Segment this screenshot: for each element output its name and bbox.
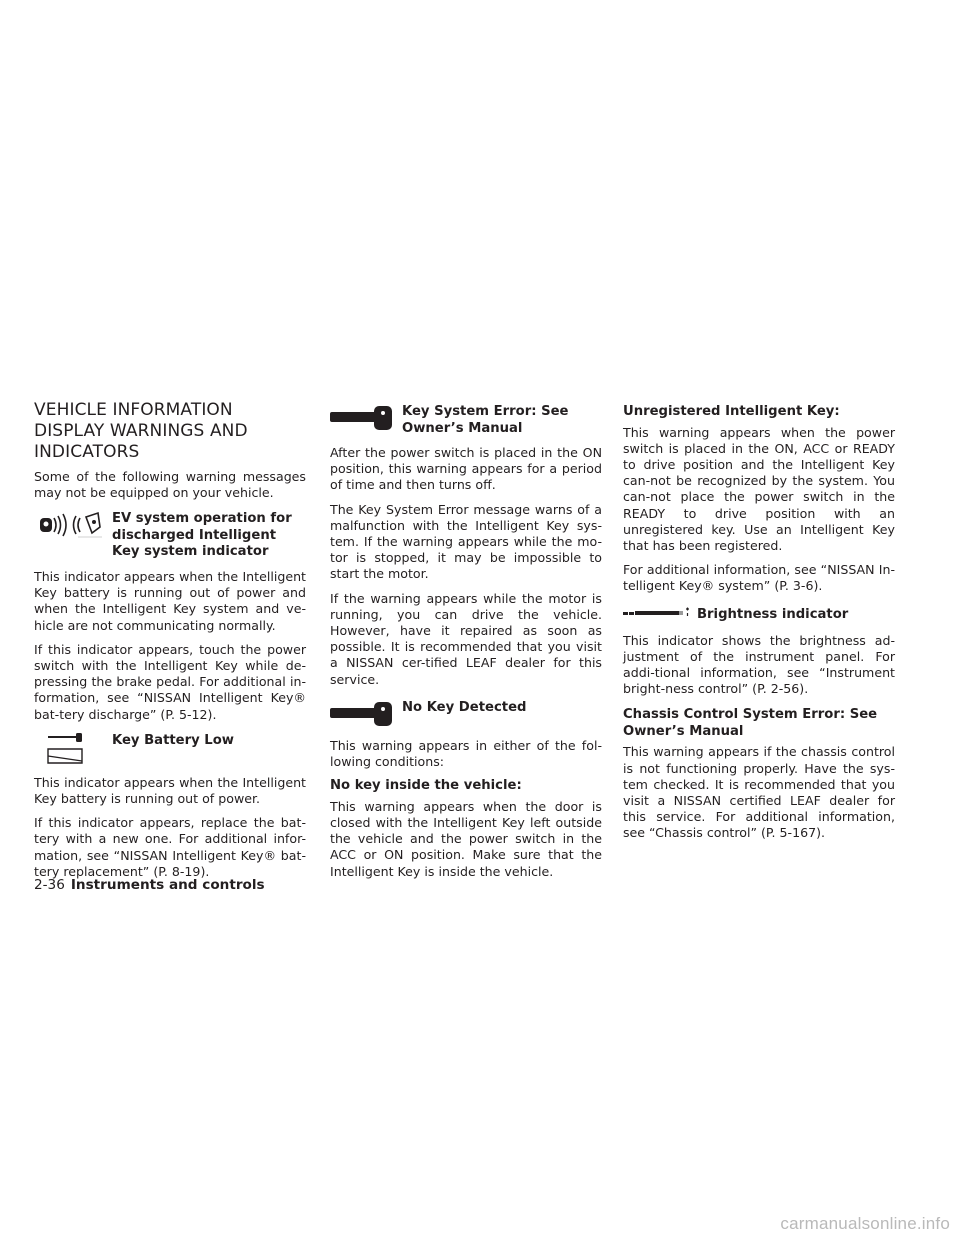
no-key-detected-paragraph-2: This warning appears when the door is closed with the Intelligent Key left outside the vehicle and the power switch in the ACC or ON position. Make sure that the Intelligent Key is inside the vehicle. <box>330 798 602 879</box>
key-battery-low-heading <box>34 733 306 767</box>
key-battery-low-icon <box>34 733 110 767</box>
key-battery-low-title: Key Battery Low <box>112 732 234 748</box>
brightness-paragraph-1: This indicator shows the brightness ad-justment of the instrument panel. For addi-tional information, see “Instrument bright-ness control” (P. 2-56). <box>623 632 895 697</box>
ev-system-title: EV system operation for discharged Intelligent Key system indicator <box>112 511 292 560</box>
brightness-title: Brightness indicator <box>697 606 849 622</box>
key-battery-low-paragraph-1: This indicator appears when the Intelligent Key battery is running out of power. <box>34 774 306 806</box>
key-system-error-paragraph-2: The Key System Error message warns of a malfunction with the Intelligent Key sys-tem. If the warning appears while the mo-tor is stopped, it may be impossible to start the motor. <box>330 501 602 582</box>
ev-system-heading <box>34 511 306 561</box>
column-3 <box>623 400 895 850</box>
unregistered-key-paragraph-1: This warning appears when the power switch is placed in the ON, ACC or READY to drive position and the Intelligent Key can-not be recognized by the system. You can-not place the power switch in the READY to drive position with an unregistered key. Use an Intelligent Key that has been registered. <box>623 424 895 553</box>
ev-system-paragraph-1: This indicator appears when the Intelligent Key battery is running out of power and when the Intelligent Key system and ve-hicle are not communicating normally. <box>34 568 306 633</box>
page-footer <box>34 876 265 894</box>
column-2 <box>330 400 602 888</box>
key-battery-low-paragraph-2: If this indicator appears, replace the bat-tery with a new one. For additional infor-mation, see “NISSAN Intelligent Key® bat-tery replacement” (P. 8-19). <box>34 815 306 879</box>
intro-paragraph: Some of the following warning messages may not be equipped on your vehicle. <box>34 469 306 501</box>
page-number: 2-36 <box>34 877 65 893</box>
footer-section-title: Instruments and controls <box>70 877 265 893</box>
key-signal-icon <box>34 511 108 545</box>
key-system-error-heading <box>330 404 602 437</box>
key-fob-icon <box>330 404 402 434</box>
section-title: VEHICLE INFORMATION DISPLAY WARNINGS AND INDICATORS <box>34 400 248 462</box>
key-fob-icon <box>330 700 402 730</box>
brightness-scale-icon <box>623 607 697 625</box>
no-key-detected-paragraph-1: This warning appears in either of the fol-lowing conditions: <box>330 737 602 770</box>
unregistered-key-paragraph-2: For additional information, see “NISSAN In-telligent Key® system” (P. 3-6). <box>623 562 895 594</box>
key-system-error-paragraph-3: If the warning appears while the motor is running, you can drive the vehicle. However, have it repaired as soon as possible. It is recommended that you visit a NISSAN cer-tified LEAF dealer for this service. <box>330 590 602 687</box>
chassis-title: Chassis Control System Error: See Owner’s Manual <box>623 707 878 739</box>
brightness-heading <box>623 607 895 625</box>
column-1 <box>34 400 306 888</box>
unregistered-key-subheading: Unregistered Intelligent Key: <box>623 404 840 419</box>
chassis-paragraph-1: This warning appears if the chassis control is not functioning properly. Have the sys-tem checked. It is recommended that you visit a NISSAN certified LEAF dealer for this service. For additional information, see “Chassis control” (P. 5-167). <box>623 744 895 841</box>
no-key-detected-heading <box>330 700 602 730</box>
watermark: carmanualsonline.info <box>780 1214 950 1233</box>
no-key-inside-subheading: No key inside the vehicle: <box>330 778 522 794</box>
key-system-error-title: Key System Error: See Owner’s Manual <box>402 404 569 436</box>
ev-system-paragraph-2: If this indicator appears, touch the power switch with the Intelligent Key while de-pressing the brake pedal. For additional in-formation, see “NISSAN Intelligent Key® bat-tery discharge” (P. 5-12). <box>34 641 306 722</box>
no-key-detected-title: No Key Detected <box>402 699 527 715</box>
key-system-error-paragraph-1: After the power switch is placed in the ON position, this warning appears for a period of time and then turns off. <box>330 445 602 493</box>
